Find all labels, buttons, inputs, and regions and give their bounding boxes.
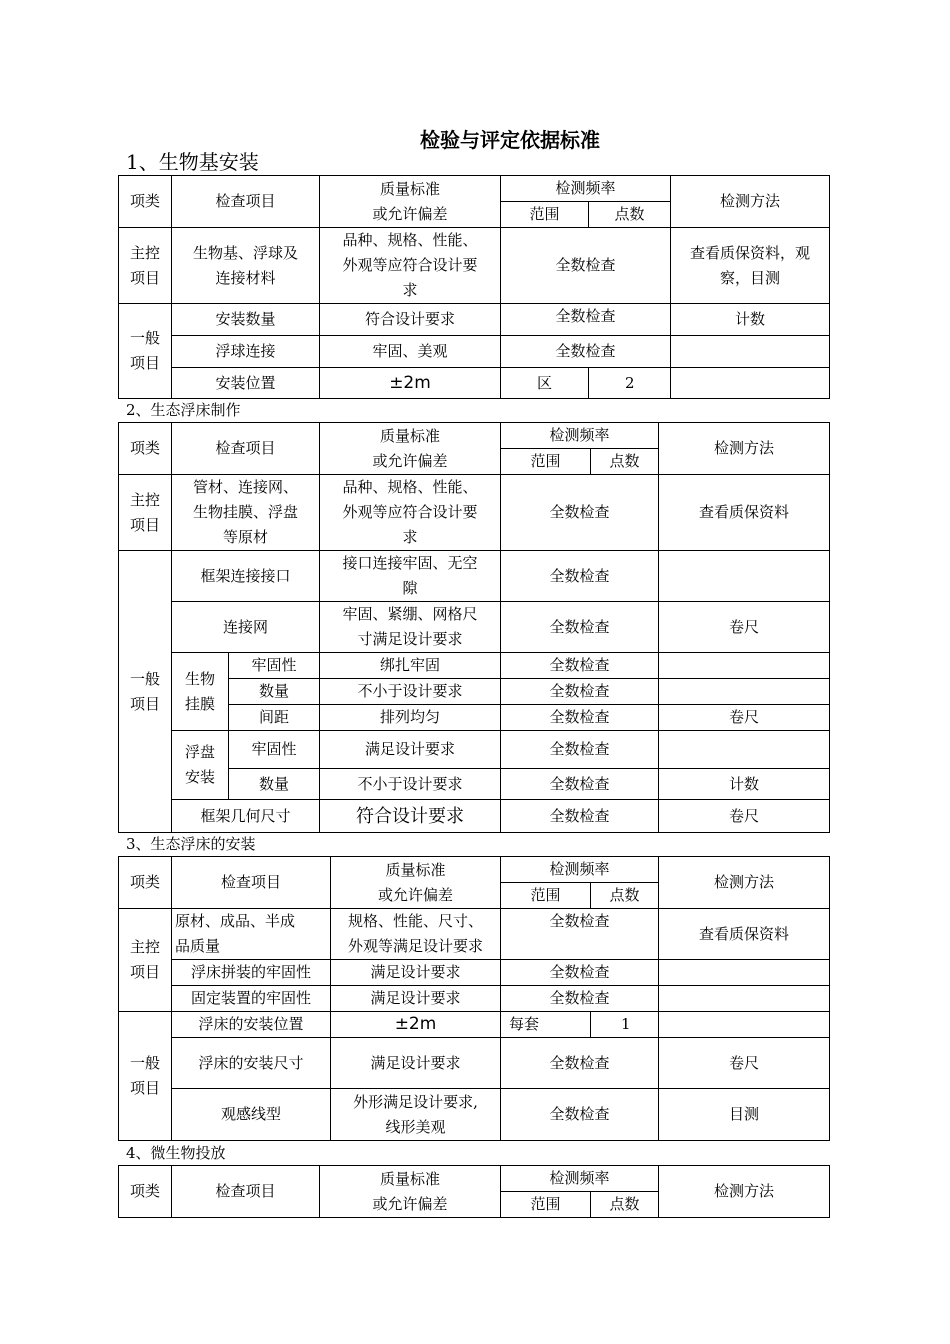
detection-frequency: 全数检查 xyxy=(501,228,671,304)
check-item: 生物基、浮球及 连接材料 xyxy=(172,228,320,304)
detection-method xyxy=(659,986,830,1012)
detection-method xyxy=(659,679,830,705)
quality-standard: 满足设计要求 xyxy=(331,960,501,986)
header-category: 项类 xyxy=(119,857,172,909)
sub-item: 数量 xyxy=(229,769,320,800)
general-item-label: 一般 项目 xyxy=(119,551,172,833)
detection-method xyxy=(671,368,830,399)
quality-standard: 不小于设计要求 xyxy=(320,769,501,800)
check-item: 安装数量 xyxy=(172,304,320,336)
detection-method: 卷尺 xyxy=(659,1038,830,1089)
check-item: 浮床的安装位置 xyxy=(172,1012,331,1038)
detection-frequency: 全数检查 xyxy=(501,679,659,705)
check-item: 浮床拼装的牢固性 xyxy=(172,960,331,986)
check-item: 浮床的安装尺寸 xyxy=(172,1038,331,1089)
quality-standard: 品种、规格、性能、 外观等应符合设计要 求 xyxy=(320,228,501,304)
header-method: 检测方法 xyxy=(671,176,830,228)
detection-method: 计数 xyxy=(671,304,830,336)
detection-method: 卷尺 xyxy=(659,602,830,653)
header-category: 项类 xyxy=(119,176,172,228)
general-item-label: 一般 项目 xyxy=(119,1012,172,1141)
header-category: 项类 xyxy=(119,1166,172,1218)
header-points: 点数 xyxy=(591,883,659,909)
document-title: 检验与评定依据标准 xyxy=(420,128,600,152)
general-item-label: 一般 项目 xyxy=(119,304,172,399)
detection-method xyxy=(659,653,830,679)
detection-frequency: 全数检查 xyxy=(501,1038,659,1089)
header-standard: 质量标准 或允许偏差 xyxy=(320,423,501,475)
detection-method: 卷尺 xyxy=(659,800,830,833)
sub-item: 牢固性 xyxy=(229,731,320,769)
check-item: 连接网 xyxy=(172,602,320,653)
frequency-range: 每套 xyxy=(501,1012,591,1038)
header-item: 检查项目 xyxy=(172,423,320,475)
quality-standard: ±2m xyxy=(331,1012,501,1038)
check-item: 原材、成品、半成 品质量 xyxy=(172,909,331,960)
header-item: 检查项目 xyxy=(172,857,331,909)
header-category: 项类 xyxy=(119,423,172,475)
detection-method xyxy=(659,960,830,986)
detection-frequency: 全数检查 xyxy=(501,705,659,731)
header-range: 范围 xyxy=(501,202,589,228)
detection-method: 目测 xyxy=(659,1089,830,1141)
header-method: 检测方法 xyxy=(659,1166,830,1218)
detection-frequency: 全数检查 xyxy=(501,800,659,833)
detection-frequency: 全数检查 xyxy=(501,960,659,986)
check-item: 框架连接接口 xyxy=(172,551,320,602)
detection-method: 查看质保资料，观 察，目测 xyxy=(671,228,830,304)
detection-method: 查看质保资料 xyxy=(659,475,830,551)
quality-standard: 满足设计要求 xyxy=(320,731,501,769)
section-3-table xyxy=(118,856,830,1141)
sub-item: 数量 xyxy=(229,679,320,705)
check-item: 浮球连接 xyxy=(172,336,320,368)
bio-film-label: 生物 挂膜 xyxy=(172,653,229,731)
section-4-heading: 4、微生物投放 xyxy=(126,1144,226,1162)
detection-frequency: 全数检查 xyxy=(501,602,659,653)
main-control-label: 主控 项目 xyxy=(119,475,172,551)
header-range: 范围 xyxy=(501,449,591,475)
frequency-points: 1 xyxy=(591,1012,659,1038)
header-standard: 质量标准 或允许偏差 xyxy=(331,857,501,909)
detection-method xyxy=(671,336,830,368)
header-frequency: 检测频率 xyxy=(501,857,659,883)
detection-frequency: 全数检查 xyxy=(501,475,659,551)
detection-frequency: 全数检查 xyxy=(501,551,659,602)
frequency-range: 区 xyxy=(501,368,589,399)
frequency-points: 2 xyxy=(589,368,671,399)
quality-standard: ±2m xyxy=(320,368,501,399)
detection-method xyxy=(659,731,830,769)
check-item: 固定装置的牢固性 xyxy=(172,986,331,1012)
detection-method: 查看质保资料 xyxy=(659,909,830,960)
quality-standard: 绑扎牢固 xyxy=(320,653,501,679)
quality-standard: 品种、规格、性能、 外观等应符合设计要 求 xyxy=(320,475,501,551)
quality-standard: 符合设计要求 xyxy=(320,304,501,336)
main-control-label: 主控 项目 xyxy=(119,228,172,304)
check-item: 观感线型 xyxy=(172,1089,331,1141)
quality-standard: 满足设计要求 xyxy=(331,1038,501,1089)
main-control-label: 主控 项目 xyxy=(119,909,172,1012)
header-item: 检查项目 xyxy=(172,1166,320,1218)
check-item: 框架几何尺寸 xyxy=(172,800,320,833)
detection-method: 计数 xyxy=(659,769,830,800)
quality-standard: 排列均匀 xyxy=(320,705,501,731)
section-2-heading: 2、生态浮床制作 xyxy=(126,401,241,419)
section-1-heading: 1、生物基安装 xyxy=(126,150,259,174)
quality-standard: 牢固、美观 xyxy=(320,336,501,368)
section-3-heading: 3、生态浮床的安装 xyxy=(126,835,256,853)
detection-frequency: 全数检查 xyxy=(501,304,671,336)
detection-method xyxy=(659,551,830,602)
header-frequency: 检测频率 xyxy=(501,1166,659,1192)
detection-frequency: 全数检查 xyxy=(501,1089,659,1141)
header-item: 检查项目 xyxy=(172,176,320,228)
section-1-table xyxy=(118,175,830,399)
header-method: 检测方法 xyxy=(659,423,830,475)
header-method: 检测方法 xyxy=(659,857,830,909)
header-range: 范围 xyxy=(501,883,591,909)
detection-frequency: 全数检查 xyxy=(501,653,659,679)
section-2-table xyxy=(118,422,830,833)
detection-frequency: 全数检查 xyxy=(501,336,671,368)
header-points: 点数 xyxy=(591,1192,659,1218)
detection-frequency: 全数检查 xyxy=(501,986,659,1012)
sub-item: 间距 xyxy=(229,705,320,731)
detection-frequency: 全数检查 xyxy=(501,731,659,769)
check-item: 安装位置 xyxy=(172,368,320,399)
header-standard: 质量标准 或允许偏差 xyxy=(320,1166,501,1218)
quality-standard: 不小于设计要求 xyxy=(320,679,501,705)
quality-standard: 接口连接牢固、无空 隙 xyxy=(320,551,501,602)
header-points: 点数 xyxy=(591,449,659,475)
header-points: 点数 xyxy=(589,202,671,228)
sub-item: 牢固性 xyxy=(229,653,320,679)
quality-standard: 满足设计要求 xyxy=(331,986,501,1012)
section-4-table xyxy=(118,1165,830,1218)
header-range: 范围 xyxy=(501,1192,591,1218)
quality-standard: 牢固、紧绷、网格尺 寸满足设计要求 xyxy=(320,602,501,653)
detection-method: 卷尺 xyxy=(659,705,830,731)
quality-standard: 规格、性能、尺寸、 外观等满足设计要求 xyxy=(331,909,501,960)
header-frequency: 检测频率 xyxy=(501,423,659,449)
header-frequency: 检测频率 xyxy=(501,176,671,202)
quality-standard: 符合设计要求 xyxy=(320,800,501,833)
detection-frequency: 全数检查 xyxy=(501,909,659,960)
check-item: 管材、连接网、 生物挂膜、浮盘 等原材 xyxy=(172,475,320,551)
float-tray-label: 浮盘 安装 xyxy=(172,731,229,800)
quality-standard: 外形满足设计要求, 线形美观 xyxy=(331,1089,501,1141)
detection-method xyxy=(659,1012,830,1038)
detection-frequency: 全数检查 xyxy=(501,769,659,800)
header-standard: 质量标准 或允许偏差 xyxy=(320,176,501,228)
